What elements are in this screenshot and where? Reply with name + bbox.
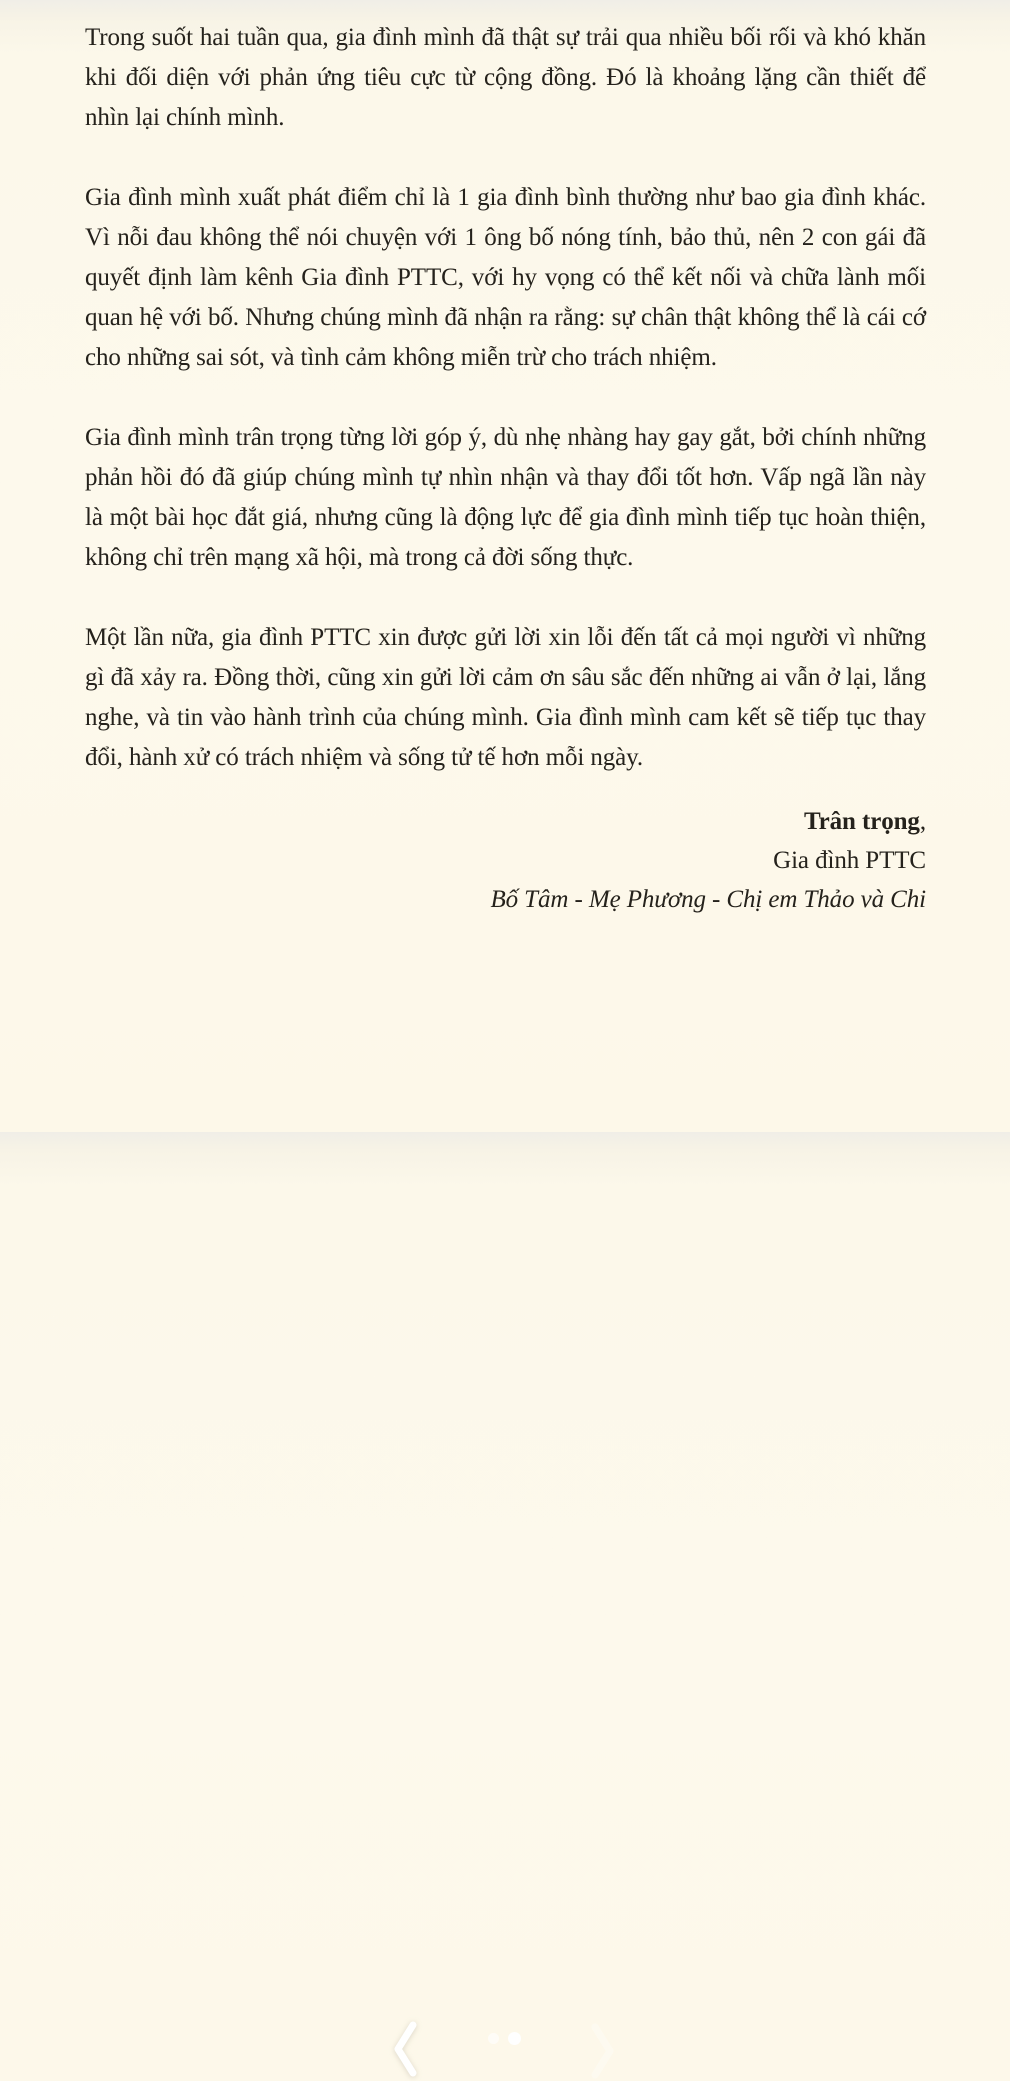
carousel-dot-2-active[interactable] bbox=[508, 2032, 521, 2045]
signature-closing: Trân trọng bbox=[803, 808, 920, 835]
chevron-right-icon bbox=[588, 2021, 618, 2081]
signature-family: Gia đình PTTC bbox=[773, 847, 926, 874]
chevron-left-icon bbox=[390, 2019, 420, 2079]
letter-paragraph: Một lần nữa, gia đình PTTC xin được gửi lời xin lỗi đến tất cả mọi người vì những gì đã xảy ra. Đồng thời, cũng xin gửi lời cảm ơn sâu sắc đến những ai vẫn ở lại, lắng nghe, và tin vào hành trình của chúng mình. Gia đình mình cam kết sẽ tiếp tục thay đổi, hành xử có trách nhiệm và sống tử tế hơn mỗi ngày. bbox=[85, 624, 926, 771]
letter-paragraph: Gia đình mình trân trọng từng lời góp ý, dù nhẹ nhàng hay gay gắt, bởi chính những phản hồi đó đã giúp chúng mình tự nhìn nhận và thay đổi tốt hơn. Vấp ngã lần này là một bài học đắt giá, nhưng cũng là động lực để gia đình mình tiếp tục hoàn thiện, không chỉ trên mạng xã hội, mà trong cả đời sống thực. bbox=[85, 424, 926, 571]
signature-closing-line bbox=[85, 802, 926, 841]
letter-paragraph: Trong suốt hai tuần qua, gia đình mình đã thật sự trải qua nhiều bối rối và khó khăn khi đối diện với phản ứng tiêu cực từ cộng đồng. Đó là khoảng lặng cần thiết để nhìn lại chính mình. bbox=[85, 24, 926, 131]
carousel-prev-button[interactable] bbox=[390, 2019, 420, 2079]
signature-closing-comma: , bbox=[919, 808, 926, 835]
signature-members: Bố Tâm - Mẹ Phương - Chị em Thảo và Chi bbox=[490, 886, 926, 913]
letter-paragraph: Gia đình mình xuất phát điểm chỉ là 1 gia đình bình thường như bao gia đình khác. Vì nỗi đau không thể nói chuyện với 1 ông bố nóng tính, bảo thủ, nên 2 con gái đã quyết định làm kênh Gia đình PTTC, với hy vọng có thể kết nối và chữa lành mối quan hệ với bố. Nhưng chúng mình đã nhận ra rằng: sự chân thật không thể là cái cớ cho những sai sót, và tình cảm không miễn trừ cho trách nhiệm. bbox=[85, 184, 926, 371]
carousel-next-button[interactable] bbox=[588, 2021, 618, 2081]
carousel-dot-1[interactable] bbox=[488, 2033, 499, 2044]
letter-body bbox=[0, 0, 1010, 919]
signature-block bbox=[85, 802, 926, 919]
